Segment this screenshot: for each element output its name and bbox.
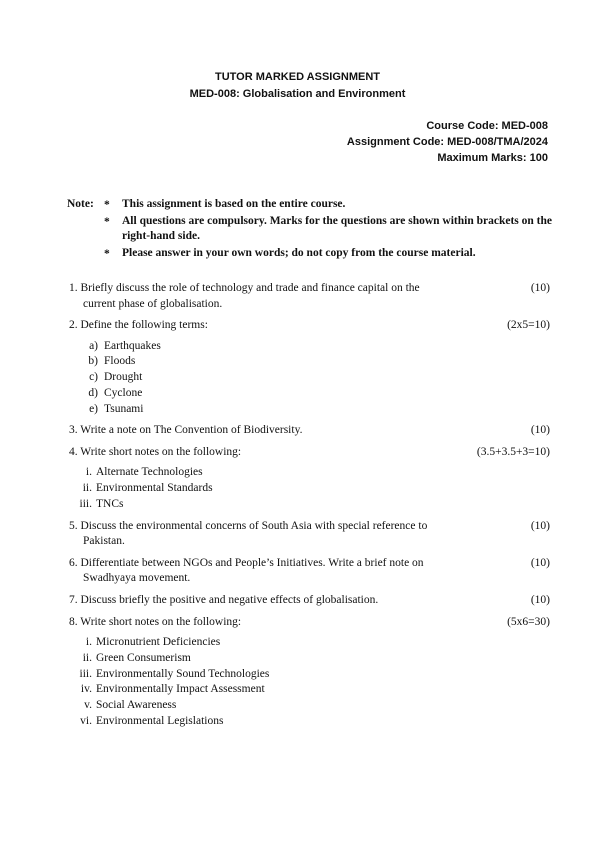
question-text: Write short notes on the following: xyxy=(80,615,242,628)
question-number: 4. xyxy=(69,445,78,458)
list-item: vi. Environmental Legislations xyxy=(80,714,224,727)
list-item: a) Earthquakes xyxy=(89,339,161,352)
document-title: TUTOR MARKED ASSIGNMENT xyxy=(215,71,380,83)
subquestion-list xyxy=(69,635,550,729)
list-item: iii. TNCs xyxy=(79,497,124,510)
question-4 xyxy=(69,445,550,513)
question-number: 5. xyxy=(69,519,78,532)
subquestion-list xyxy=(69,339,550,418)
question-text: Write short notes on the following: xyxy=(80,445,242,458)
list-item: e) Tsunami xyxy=(89,402,144,415)
bullet-star-icon: * xyxy=(104,199,110,211)
list-item: b) Floods xyxy=(88,355,136,368)
question-text: Differentiate between NGOs and People’s Initiatives. Write a brief note on Swadhyaya movement. xyxy=(80,556,424,585)
question-marks: (10) xyxy=(530,593,550,606)
bullet-star-icon: * xyxy=(104,247,110,260)
note-block xyxy=(67,197,557,261)
question-number: 8. xyxy=(69,615,78,628)
subquestion-list xyxy=(69,465,550,512)
question-marks: (10) xyxy=(530,282,550,294)
note-item xyxy=(67,214,557,245)
bullet-star-icon: * xyxy=(104,215,110,228)
list-item: c) Drought xyxy=(89,371,143,384)
question-2 xyxy=(69,318,550,417)
list-item: d) Cyclone xyxy=(88,386,143,399)
maximum-marks: Maximum Marks: 100 xyxy=(437,152,548,164)
note-text: This assignment is based on the entire course. xyxy=(122,198,346,210)
question-marks: (10) xyxy=(530,424,550,437)
list-item: v. Social Awareness xyxy=(84,698,177,711)
question-text: Discuss briefly the positive and negative effects of globalisation. xyxy=(80,593,379,606)
list-item: iv. Environmentally Impact Assessment xyxy=(80,683,265,696)
question-number: 3. xyxy=(69,424,78,437)
document-subtitle: MED-008: Globalisation and Environment xyxy=(189,88,406,100)
note-label: Note: xyxy=(67,198,94,210)
note-item xyxy=(67,246,557,262)
questions-list xyxy=(69,281,550,735)
note-item xyxy=(67,197,557,213)
note-text: Please answer in your own words; do not copy from the course material. xyxy=(122,246,476,259)
question-7 xyxy=(69,593,550,609)
question-marks: (10) xyxy=(530,556,550,569)
question-text: Define the following terms: xyxy=(80,319,208,332)
question-marks: (5x6=30) xyxy=(507,615,550,628)
question-5 xyxy=(69,519,550,550)
question-text: Write a note on The Convention of Biodiversity. xyxy=(80,424,303,437)
question-marks: (3.5+3.5+3=10) xyxy=(476,445,550,458)
question-marks: (10) xyxy=(530,519,550,532)
question-6 xyxy=(69,556,550,587)
list-item: iii. Environmentally Sound Technologies xyxy=(79,667,270,680)
note-text: All questions are compulsory. Marks for the questions are shown within brackets on the right-hand side. xyxy=(122,214,553,243)
question-number: 6. xyxy=(69,556,78,569)
list-item: ii. Green Consumerism xyxy=(82,651,191,664)
list-item: i. Micronutrient Deficiencies xyxy=(85,636,221,649)
list-item: ii. Environmental Standards xyxy=(82,482,213,495)
question-number: 1. xyxy=(69,282,78,294)
question-1 xyxy=(69,281,550,312)
assignment-code: Assignment Code: MED-008/TMA/2024 xyxy=(346,136,548,148)
question-number: 2. xyxy=(69,319,78,332)
course-code: Course Code: MED-008 xyxy=(426,120,548,132)
question-8 xyxy=(69,615,550,730)
question-text: Briefly discuss the role of technology and trade and finance capital on the current phase of globalisation. xyxy=(80,282,420,310)
question-3 xyxy=(69,423,550,439)
question-text: Discuss the environmental concerns of South Asia with special reference to Pakistan. xyxy=(80,519,428,548)
question-marks: (2x5=10) xyxy=(507,319,550,332)
question-number: 7. xyxy=(69,593,78,606)
list-item: i. Alternate Technologies xyxy=(85,466,203,479)
